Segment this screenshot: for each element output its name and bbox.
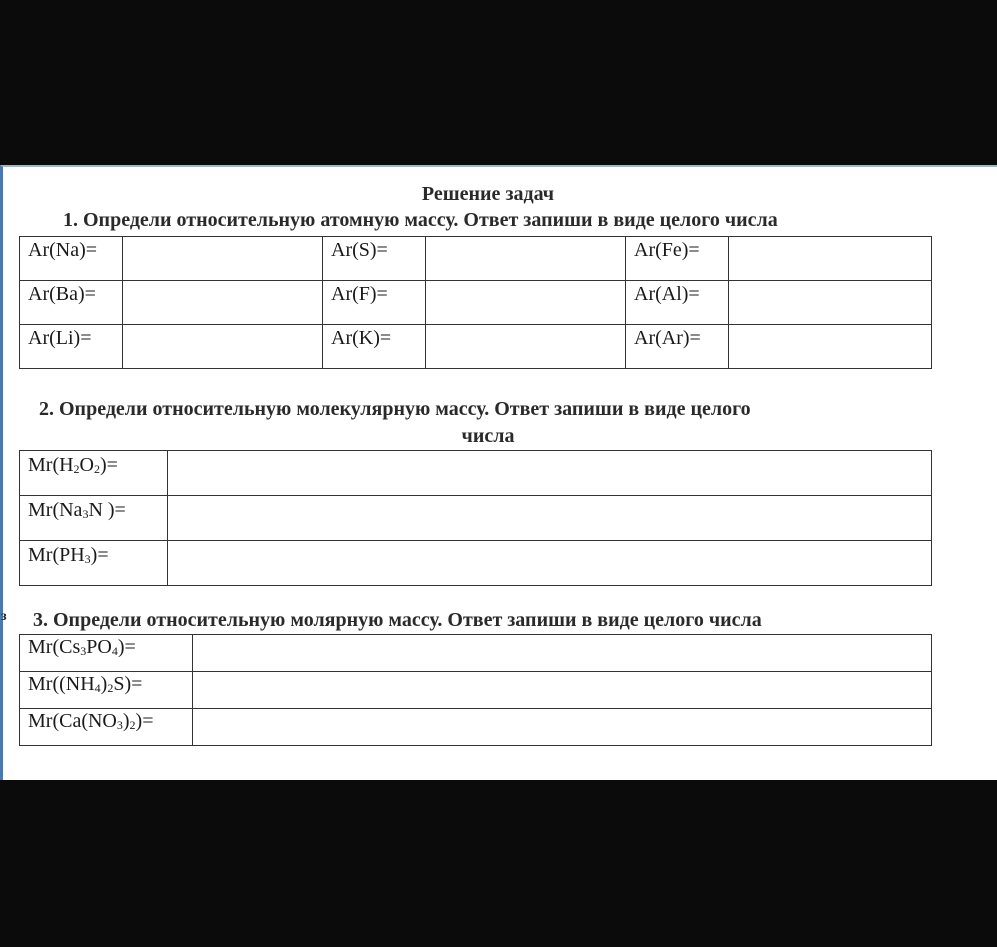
answer-cell[interactable] [193,672,932,709]
answer-cell[interactable] [729,237,932,281]
answer-cell[interactable] [193,635,932,672]
formula-cell: Ar(F)= [323,281,426,325]
formula-cell: $Mr(PH_3)=$ [20,541,168,586]
table-row [20,237,932,281]
answer-cell[interactable] [193,709,932,746]
answer-cell[interactable] [168,451,932,496]
task2-heading: 2. Определи относительную молекулярную массу. Ответ запиши в виде целого [39,398,751,420]
answer-cell[interactable] [168,541,932,586]
table-row [20,635,932,672]
table-row [20,541,932,586]
answer-cell[interactable] [729,281,932,325]
formula-cell: $Mr(Na_3N$ )= [20,496,168,541]
table-row [20,709,932,746]
formula-cell: Ar(Al)= [626,281,729,325]
formula-cell: Ar(Ba)= [20,281,123,325]
worksheet-page [0,165,997,780]
table-row [20,496,932,541]
page-title: Решение задач [421,183,555,205]
answer-cell[interactable] [426,237,626,281]
task1-table [19,236,932,369]
task2-heading-continued: числа [461,425,515,447]
formula-cell: Ar(Fe)= [626,237,729,281]
task3-heading: 3. Определи относительную молярную массу. Ответ запиши в виде целого числа [33,609,762,631]
task3-table [19,634,932,746]
answer-cell[interactable] [123,281,323,325]
formula-cell: Ar(Ar)= [626,325,729,369]
answer-cell[interactable] [168,496,932,541]
formula-cell: $Mr(Cs_3PO_4)=$ [20,635,193,672]
formula-cell: $Mr(H_2O_2)=$ [20,451,168,496]
answer-cell[interactable] [426,281,626,325]
answer-cell[interactable] [123,325,323,369]
answer-cell[interactable] [123,237,323,281]
formula-cell: Ar(Na)= [20,237,123,281]
formula-cell: Ar(Li)= [20,325,123,369]
table-row [20,672,932,709]
formula-cell: Ar(S)= [323,237,426,281]
table-row [20,325,932,369]
answer-cell[interactable] [426,325,626,369]
table-row [20,451,932,496]
formula-cell: $Mr(Ca(NO_3)_2)=$ [20,709,193,746]
answer-cell[interactable] [729,325,932,369]
task1-heading: 1. Определи относительную атомную массу. Ответ запиши в виде целого числа [63,209,778,231]
task2-table [19,450,932,586]
formula-cell: $Mr((NH_4)_2S)=$ [20,672,193,709]
table-row [20,281,932,325]
edge-marker: з [1,609,7,624]
formula-cell: Ar(K)= [323,325,426,369]
